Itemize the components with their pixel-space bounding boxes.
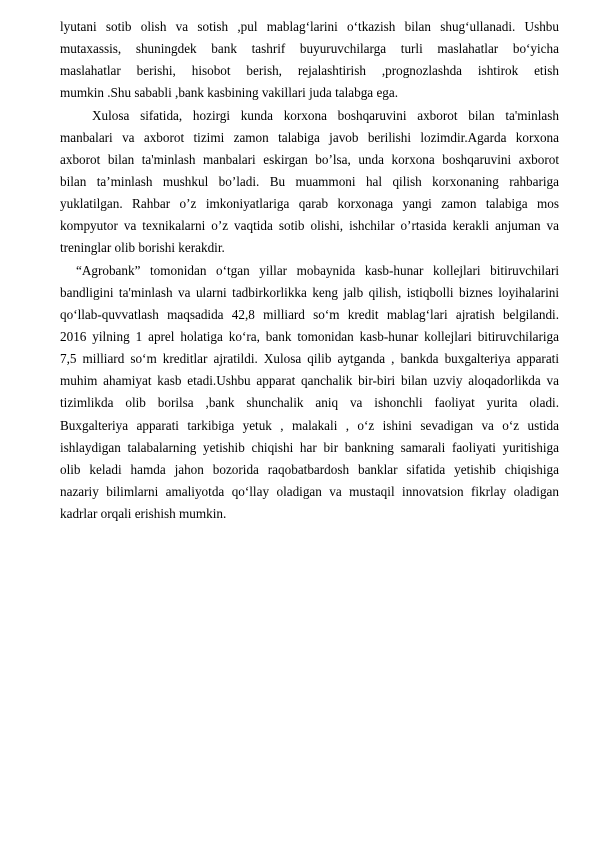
document-page bbox=[60, 16, 559, 525]
text-line: bandligini ta'minlash va ularni tadbirkorlikka keng jalb qilish, istiqbolli biznes loyihalarini bbox=[60, 284, 559, 300]
text-line: bilan ta’minlash mushkul bo’ladi. Bu muammoni hal qilish korxonaning rahbariga bbox=[60, 173, 559, 189]
text-line: mumkin .Shu sababli ,bank kasbining vakillari juda talabga ega. bbox=[60, 85, 399, 101]
text-line: 7,5 milliard so‘m kreditlar ajratildi. Xulosa qilib aytganda , bankda buxgalteriya apparati bbox=[60, 351, 559, 367]
text-line: ishlaydigan talabalarning yetishib chiqishi har bir bankning samarali faoliyati yuritishiga bbox=[60, 439, 559, 455]
text-line: kadrlar orqali erishish mumkin. bbox=[60, 506, 227, 522]
text-line: Buxgalteriya apparati tarkibiga yetuk , malakali , o‘z ishini sevadigan va o‘z ustida bbox=[60, 417, 559, 433]
text-line: axborot bilan ta'minlash manbalari eskirgan bo’lsa, unda korxona boshqaruvini axborot bbox=[60, 151, 559, 167]
text-line: nazariy bilimlarni amaliyotda qo‘llay oladigan va mustaqil innovatsion fikrlay oladigan bbox=[60, 483, 559, 499]
text-line: maslahatlar berishi, hisobot berish, rejalashtirish ,prognozlashda ishtirok etish bbox=[60, 63, 559, 79]
text-line: 2016 yilning 1 aprel holatiga ko‘ra, bank tomonidan kasb-hunar kollejlari bitiruvchilariga bbox=[60, 328, 559, 344]
paragraph-conclusion-information bbox=[60, 105, 559, 260]
text-line: Xulosa sifatida, hozirgi kunda korxona boshqaruvini axborot bilan ta'minlash bbox=[92, 107, 559, 123]
text-line: qo‘llab-quvvatlash maqsadida 42,8 milliard so‘m kredit mablag‘lari ajratish belgilandi. bbox=[60, 306, 559, 322]
text-line: yuklatilgan. Rahbar o’z imkoniyatlariga qarab korxonaga yangi zamon talabiga mos bbox=[60, 196, 559, 212]
text-line: muhim ahamiyat kasb etadi.Ushbu apparat qanchalik bir-biri bilan uzviy aloqadorlikda va bbox=[60, 373, 559, 389]
text-line: “Agrobank” tomonidan o‘tgan yillar mobaynida kasb-hunar kollejlari bitiruvchilari bbox=[76, 262, 559, 278]
text-line: kompyutor va texnikalarni o’z vaqtida sotib olishi, ishchilar o’rtasida kerakli anjuman va bbox=[60, 218, 559, 234]
text-line: manbalari va axborot tizimi zamon talabiga javob berilishi lozimdir.Agarda korxona bbox=[60, 129, 559, 145]
text-line: lyutani sotib olish va sotish ,pul mablag‘larini o‘tkazish bilan shug‘ullanadi. Ushbu bbox=[60, 19, 559, 34]
paragraph-bank-profession bbox=[60, 16, 559, 105]
text-line: olib keladi hamda jahon bozorida raqobatbardosh banklar sifatida yetishib chiqishiga bbox=[60, 461, 559, 477]
text-line: tizimlikda olib borilsa ,bank shunchalik aniq va ishonchli faoliyat yurita oladi. bbox=[60, 395, 559, 411]
paragraph-agrobank bbox=[60, 260, 559, 526]
text-line: mutaxassis, shuningdek bank tashrif buyuruvchilarga turli maslahatlar bo‘yicha bbox=[60, 41, 559, 57]
text-line: treninglar olib borishi kerakdir. bbox=[60, 240, 225, 256]
